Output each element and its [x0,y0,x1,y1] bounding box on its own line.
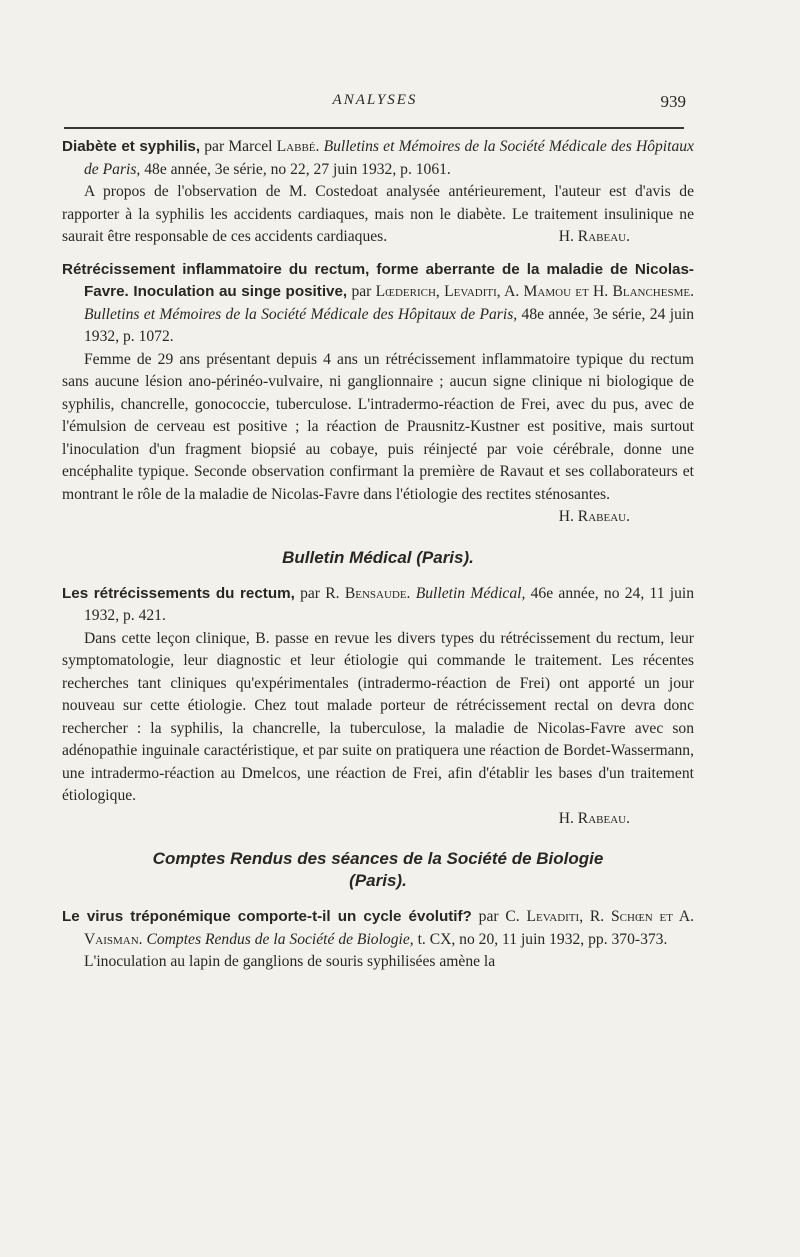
entry-by: par C. [478,908,520,925]
entry-journal: Comptes Rendus de la Société de Biologie, [146,930,414,948]
entry-body-text: A propos de l'observation de M. Costedoat analysée antérieurement, l'auteur est d'avis de rapporter à la syphilis les accidents cardiaques, mais non le diabète. Le traitement insulinique ne saurait être responsable de ces accidents cardiaques. [62,183,694,245]
entry-citation [62,136,694,181]
entry-details: 48e année, 3e série, 24 juin 1932, p. 1072. [84,305,694,345]
entry-by: par [351,283,372,300]
entry-authors: Levaditi, R. Schœn et A. Vaisman. [84,908,695,948]
page-number: 939 [660,92,686,111]
running-head-title: ANALYSES [332,92,418,108]
entry-title: Les rétrécissements du rectum, [62,584,295,602]
header-rule [64,127,684,129]
entry-body [62,181,694,249]
entry-body [62,349,694,525]
entry-authors: Bensaude. [344,584,411,602]
entry-journal: Bulletins et Mémoires de la Société Médicale des Hôpitaux de Paris, [84,305,518,323]
entry-signature: H. Rabeau. [558,508,630,525]
entry-authors: Labbé. [276,138,320,155]
entry-authors: Lœderich, Levaditi, A. Mamou et H. Blanchesme. [375,283,694,300]
entry-body-text: Dans cette leçon clinique, B. passe en revue les divers types du rétrécissement du rectum, leur symptomatologie, leur diagnostic et leur étiologie qui commande le traitement. Les récentes recherches tant cliniques qu'expérimentales (intradermo-réaction de Frei) ont apporté un jour nouveau sur cette étiologie. Chez tout malade porteur de rétrécissement rectal on devra donc rechercher : la syphilis, la chancrelle, la tuberculose, la maladie de Nicolas-Favre avec son adénopathie inguinale caractéristique, et par suite on pratiquera une réaction de Bordet-Wassermann, une intradermo-réaction au Dmelcos, une réaction de Frei, afin d'établir les bases d'un traitement étiologique. [62,629,694,804]
entry-by: par R. [300,584,340,602]
entry-details: 46e année, no 24, 11 juin 1932, p. 421. [84,584,695,624]
abstract-entry [62,136,694,249]
content [62,136,694,976]
entry-body-text: Femme de 29 ans présentant depuis 4 ans un rétrécissement inflammatoire typique du rectum sans aucune lésion ano-périnéo-vulvaire, ni ganglionnaire ; aucun signe clinique ni biologique de syphilis, chancrelle, gonococcie, tuberculose. L'intradermo-réaction de Frei, avec du pus, avec de l'émulsion de cerveau est positive ; la réaction de Prausnitz-Kustner est positive, mais surtout l'inoculation d'un fragment biopsié au cobaye, puis réinjecté par voie cérébrale, donne une encéphalite typique. Seconde observation confirmant la première de Ravaut et ses collaborateurs et montrant le rôle de la maladie de Nicolas-Favre dans l'étiologie des rectites sténosantes. [62,350,694,503]
abstract-entry [62,906,694,974]
entry-details: 48e année, 3e série, no 22, 27 juin 1932, p. 1061. [144,160,451,178]
entry-body [62,951,694,974]
running-head [64,92,686,122]
entry-title: Diabète et syphilis, [62,138,201,155]
abstract-entry [62,259,694,529]
entry-citation [62,906,694,951]
entry-journal: Bulletin Médical, [415,584,526,602]
entry-citation [62,259,694,349]
entry-journal: Bulletins et Mémoires de la Société Médicale des Hôpitaux de Paris, [84,138,694,178]
entry-body-text: L'inoculation au lapin de ganglions de souris syphilisées amène la [84,953,496,970]
entry-details: t. CX, no 20, 11 juin 1932, pp. 370-373. [417,930,668,948]
entry-body [62,628,694,808]
entry-signature: H. Rabeau. [558,228,630,245]
entry-citation [62,583,694,628]
entry-title: Le virus tréponémique comporte-t-il un cycle évolutif? [62,908,472,925]
entry-by: par Marcel [204,138,273,155]
section-heading: Bulletin Médical (Paris). [282,547,474,567]
section-heading: Comptes Rendus des séances de la Société de Biologie (Paris). [152,849,604,890]
entry-signature: H. Rabeau. [558,809,630,827]
entry-title: Rétrécissement inflammatoire du rectum, forme aberrante de la maladie de Nicolas-Favre. Inoculation au singe positive, [62,260,694,300]
abstract-entry [62,583,694,831]
